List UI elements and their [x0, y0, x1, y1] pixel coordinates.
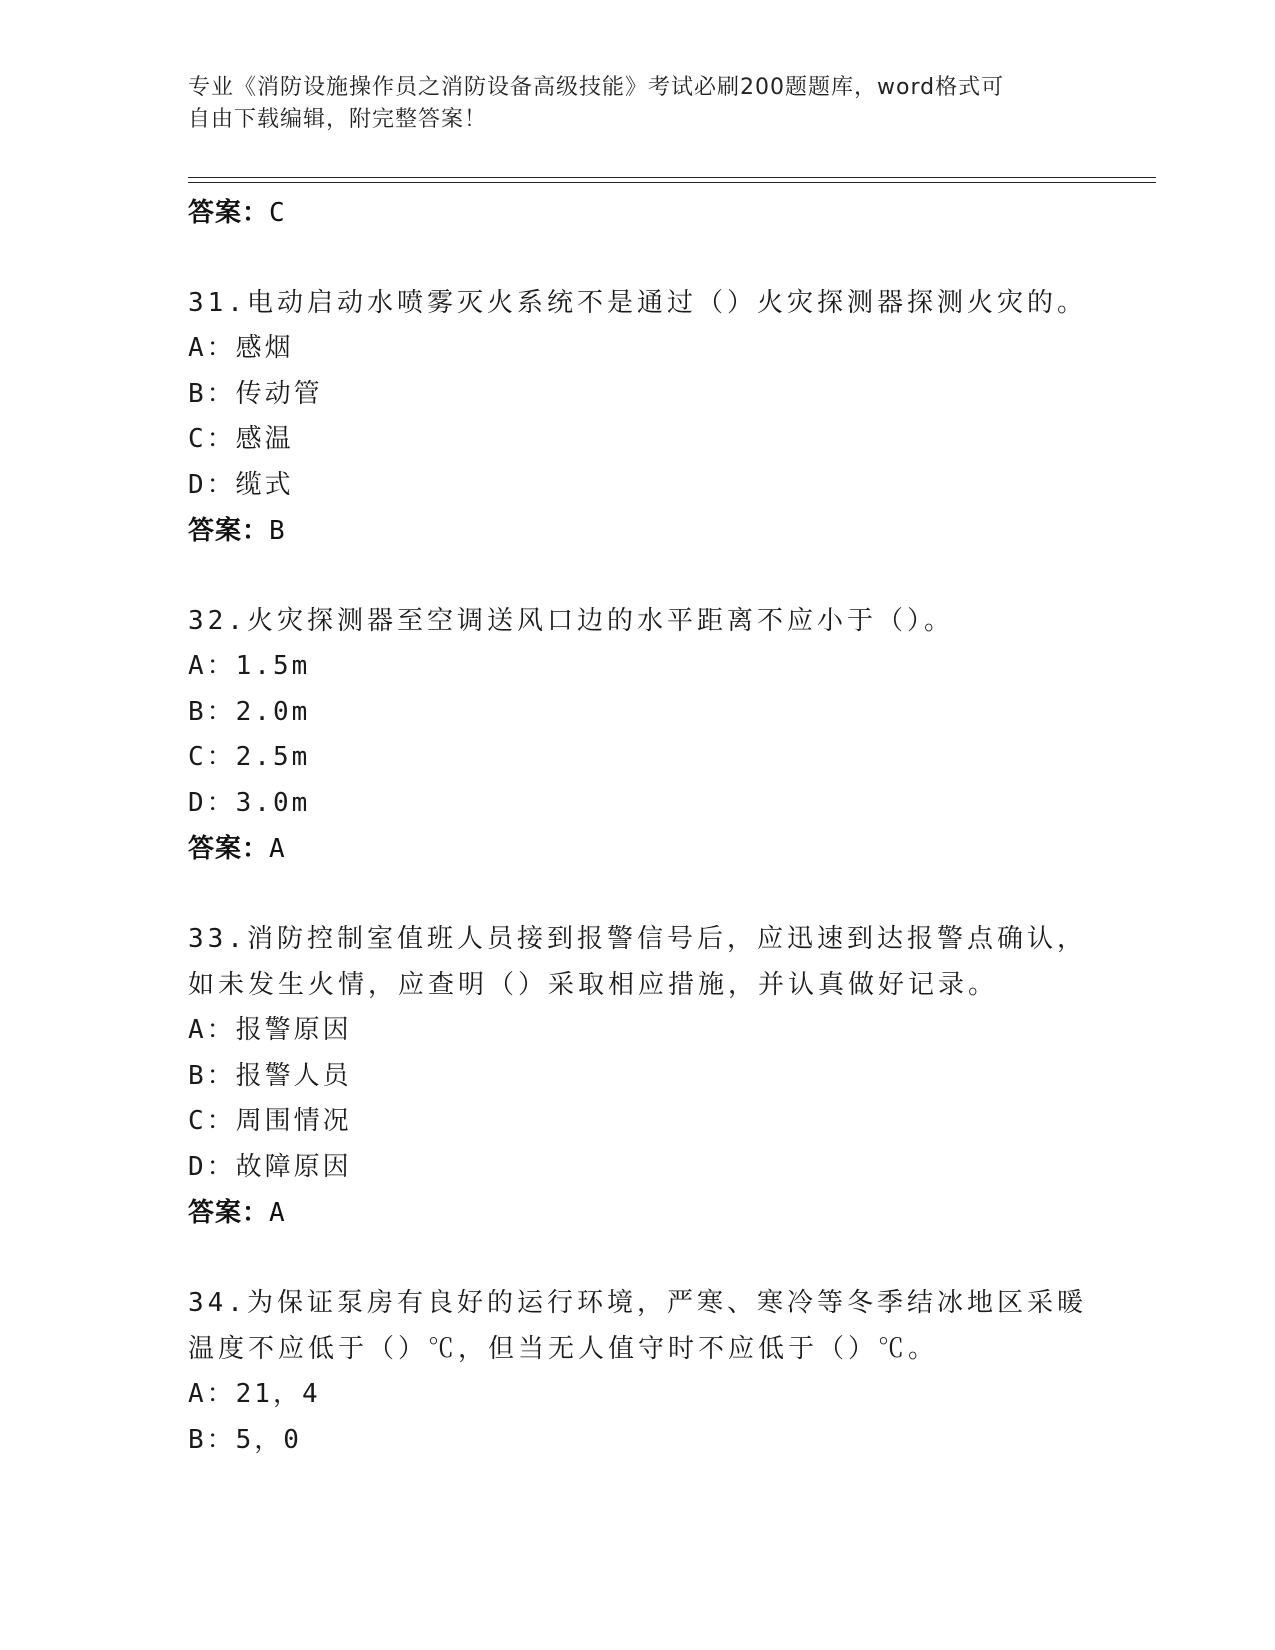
header-line-2: 自由下载编辑，附完整答案！	[188, 107, 488, 132]
option-a: A：感烟	[188, 333, 294, 363]
option-a: A：报警原因	[188, 1015, 352, 1045]
option-a: A：1.5m	[188, 651, 311, 681]
option-d: D：故障原因	[188, 1151, 352, 1182]
question-item	[188, 280, 1088, 554]
answer-line	[188, 190, 1088, 236]
header-divider-top	[188, 177, 1156, 178]
document-header	[188, 72, 1068, 136]
header-divider-bottom	[188, 182, 1156, 183]
option-d: D：3.0m	[188, 787, 311, 818]
answer-label: 答案：	[188, 516, 270, 546]
option-b: B：2.0m	[188, 696, 311, 727]
answer-label: 答案：	[188, 1198, 270, 1228]
answer-value: A	[269, 834, 286, 864]
option-b: B：传动管	[188, 378, 323, 409]
answer-value: A	[269, 1198, 286, 1228]
question-item	[188, 1280, 1088, 1463]
question-list	[188, 190, 1088, 1463]
answer-line	[188, 1190, 1088, 1236]
option-d: D：缆式	[188, 469, 294, 500]
question-stem: 31.电动启动水喷雾灭火系统不是通过（）火灾探测器探测火灾的。	[188, 288, 1087, 318]
option-c: C：周围情况	[188, 1106, 352, 1136]
answer-value: B	[269, 516, 286, 546]
question-stem: 32.火灾探测器至空调送风口边的水平距离不应小于（）。	[188, 606, 954, 636]
option-a: A：21，4	[188, 1379, 321, 1409]
option-b: B：报警人员	[188, 1060, 352, 1091]
answer-line	[188, 508, 1088, 554]
option-b: B：5，0	[188, 1424, 302, 1455]
answer-label: 答案：	[188, 198, 270, 228]
header-line-1: 专业《消防设施操作员之消防设备高级技能》考试必刷200题题库，word格式可	[188, 75, 1005, 100]
question-stem: 34.为保证泵房有良好的运行环境，严寒、寒冷等冬季结冰地区采暖温度不应低于（）℃，但当无人值守时不应低于（）℃。	[188, 1288, 1087, 1364]
option-c: C：2.5m	[188, 742, 311, 772]
answer-label: 答案：	[188, 834, 270, 864]
option-c: C：感温	[188, 424, 294, 454]
question-item	[188, 598, 1088, 872]
question-item	[188, 916, 1088, 1236]
question-stem: 33.消防控制室值班人员接到报警信号后，应迅速到达报警点确认，如未发生火情，应查明（）采取相应措施，并认真做好记录。	[188, 924, 1087, 1000]
answer-value: C	[269, 198, 286, 228]
answer-line	[188, 826, 1088, 872]
